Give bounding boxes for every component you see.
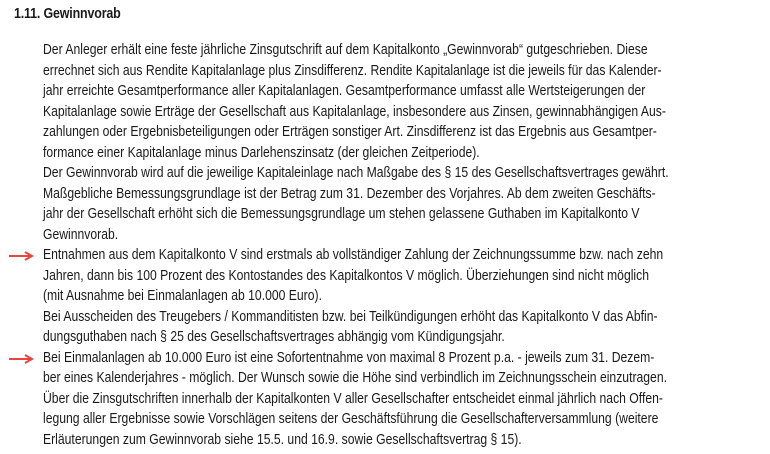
text-line: Entnahmen aus dem Kapitalkonto V sind erstmals ab vollständiger Zahlung der Zeichnungssumme bzw. nach zehn: [43, 247, 664, 263]
text-line: (mit Ausnahme bei Einmalanlagen ab 10.000 Euro).: [43, 288, 322, 304]
text-line: dungsguthaben nach § 25 des Gesellschaftsvertrages abhängig vom Kündigungsjahr.: [43, 329, 505, 345]
text-line: Gewinnvorab.: [43, 226, 119, 243]
text-line: Bei Ausscheiden des Treugebers / Kommanditisten bzw. bei Teilkündigungen erhöht das Kapitalkonto V das Abfin-: [43, 308, 658, 325]
section-heading: 1.11. Gewinnvorab: [14, 6, 121, 22]
text-line: formance einer Kapitalanlage minus Darlehenszinsatz (der gleichen Zeitperiode).: [43, 144, 480, 161]
text-line: ber eines Kalenderjahres - möglich. Der Wunsch sowie die Höhe sind verbindlich im Zeichnungsschein einzutragen.: [43, 370, 667, 386]
text-line: Jahren, dann bis 100 Prozent des Kontostandes des Kapitalkontos V möglich. Überziehungen sind nicht möglich: [43, 267, 649, 284]
text-line: legung aller Ergebnisse sowie Vorschlägen seitens der Geschäftsführung die Gesellschafterversammlung (weitere: [43, 411, 659, 427]
right-arrow-icon: [8, 251, 36, 261]
text-line: Über die Zinsgutschriften innerhalb der Kapitalkonten V aller Gesellschafter entscheidet einmal jährlich nach Offen-: [43, 390, 663, 407]
section-body: [43, 40, 683, 450]
text-line: zahlungen oder Ergebnisbeteiligungen oder Erträgen sonstiger Art. Zinsdifferenz ist das Ergebnis aus Gesamtper-: [43, 124, 657, 140]
text-line: jahr erreichte Gesamtperformance aller Kapitalanlagen. Gesamtperformance umfasst alle Wertsteigerungen der: [43, 83, 646, 99]
text-line: errechnet sich aus Rendite Kapitalanlage plus Zinsdifferenz. Rendite Kapitalanlage ist die jeweils für das Kalender-: [43, 62, 662, 79]
text-line: Erläuterungen zum Gewinnvorab siehe 15.5. und 16.9. sowie Gesellschaftsvertrag § 15).: [43, 431, 522, 448]
text-line: Bei Einmalanlagen ab 10.000 Euro ist eine Sofortentnahme von maximal 8 Prozent p.a. - jeweils zum 31. Dezem-: [43, 349, 655, 366]
text-line: Kapitalanlage sowie Erträge der Gesellschaft aus Kapitalanlage, insbesondere aus Zinsen, gewinnabhängigen Aus-: [43, 103, 666, 120]
text-line: Der Gewinnvorab wird auf die jeweilige Kapitaleinlage nach Maßgabe des § 15 des Gesellschaftsvertrages gewährt.: [43, 165, 669, 181]
text-line: Maßgebliche Bemessungsgrundlage ist der Betrag zum 31. Dezember des Vorjahres. Ab dem zweiten Geschäfts-: [43, 185, 656, 202]
text-line: jahr der Gesellschaft erhöht sich die Bemessungsgrundlage um stehen gelassene Guthaben im Kapitalkonto V: [43, 206, 640, 222]
right-arrow-icon: [8, 354, 36, 364]
text-line: Der Anleger erhält eine feste jährliche Zinsgutschrift auf dem Kapitalkonto „Gewinnvorab“ gutgeschrieben. Diese: [43, 42, 648, 58]
